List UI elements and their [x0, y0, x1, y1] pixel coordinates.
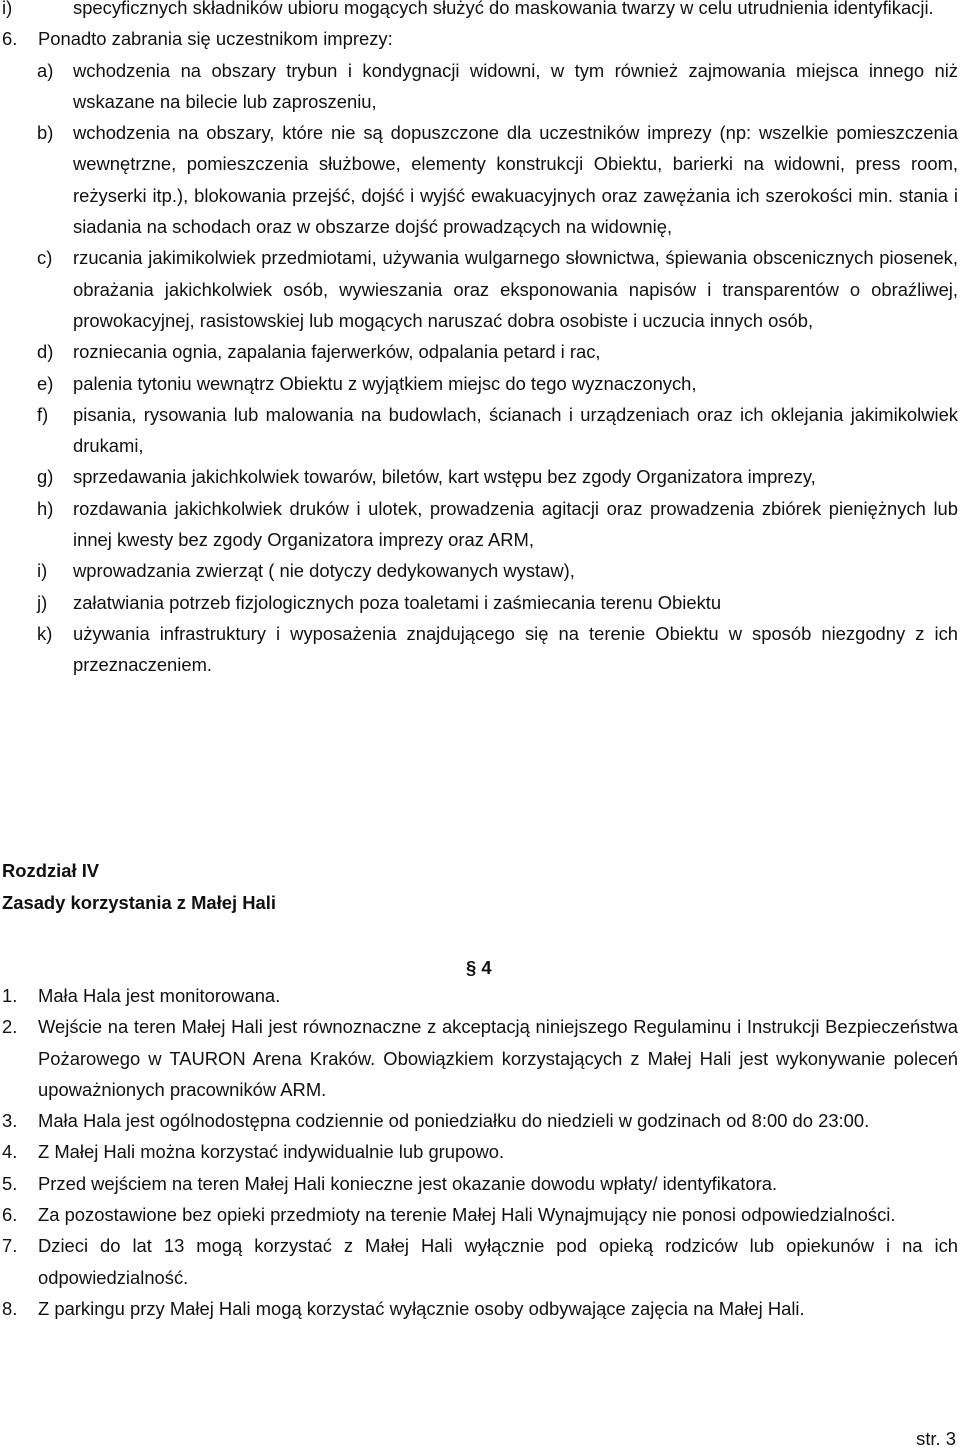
list-item: [0, 1136, 958, 1167]
list-item: [0, 587, 958, 618]
prohibitions-list: [0, 0, 958, 681]
chapter-title: Zasady korzystania z Małej Hali: [2, 892, 276, 913]
list-item: [0, 242, 958, 336]
list-marker: g): [37, 466, 54, 488]
list-item-text: Ponadto zabrania się uczestnikom imprezy:: [38, 28, 393, 50]
list-item-text: Za pozostawione bez opieki przedmioty na terenie Małej Hali Wynajmujący nie ponosi odpowiedzialności.: [38, 1204, 896, 1226]
list-item: [0, 1293, 958, 1324]
list-marker: a): [37, 59, 54, 81]
list-item-text: wchodzenia na obszary, które nie są dopuszczone dla uczestników imprezy (np: wszelkie pomieszczenia wewnętrzne, pomieszczenia służbowe, elementy konstrukcji Obiektu, barierki na widowni, press room, reżyserki itp.), blokowania przejść, dojść i wyjść ewakuacyjnych oraz zawężania ich szerokości min. stania i siadania na schodach oraz w obszarze dojść prowadzących na widownię,: [73, 122, 958, 238]
list-marker: j): [37, 591, 48, 613]
list-marker: f): [37, 403, 49, 425]
list-item-i-continued: [0, 0, 958, 23]
list-item-text: wchodzenia na obszary trybun i kondygnacji widowni, w tym również zajmowania miejsca innego niż wskazane na bilecie lub zaproszeniu,: [73, 59, 958, 112]
list-item-text: wprowadzania zwierząt ( nie dotyczy dedykowanych wystaw),: [73, 560, 575, 582]
list-item: [0, 1230, 958, 1293]
list-marker: i): [37, 560, 48, 582]
list-item: [0, 493, 958, 556]
list-marker: 3.: [2, 1110, 18, 1132]
list-marker: c): [37, 247, 53, 269]
chapter-number: Rozdział IV: [2, 860, 100, 881]
list-item: [0, 618, 958, 681]
list-item: [0, 555, 958, 586]
list-marker: 4.: [2, 1141, 18, 1163]
list-marker: k): [37, 622, 53, 644]
list-marker: 2.: [2, 1016, 18, 1038]
list-item: [0, 336, 958, 367]
list-item-text: Wejście na teren Małej Hali jest równoznaczne z akceptacją niniejszego Regulaminu i Instrukcji Bezpieczeństwa Pożarowego w TAURON Arena Kraków. Obowiązkiem korzystających z Małej Hali jest wykonywanie poleceń upoważnionych pracowników ARM.: [38, 1016, 958, 1100]
list-marker: 7.: [2, 1235, 18, 1257]
list-item-text: Mała Hala jest monitorowana.: [38, 985, 281, 1006]
list-marker: 6.: [2, 1204, 18, 1226]
list-item-text: specyficznych składników ubioru mogących służyć do maskowania twarzy w celu utrudnienia identyfikacji.: [73, 0, 934, 18]
list-item: [0, 461, 958, 492]
list-item-text: rzucania jakimikolwiek przedmiotami, używania wulgarnego słownictwa, śpiewania obscenicznych piosenek, obrażania jakichkolwiek osób, wywieszania oraz eksponowania napisów i transparentów o obraźliwej, prowokacyjnej, rasistowskiej lub mogących naruszać dobra osobiste i uczucia innych osób,: [73, 247, 958, 331]
list-item-text: rozniecania ognia, zapalania fajerwerków, odpalania petard i rac,: [73, 341, 601, 363]
list-item-text: rozdawania jakichkolwiek druków i ulotek, prowadzenia agitacji oraz prowadzenia zbiórek pieniężnych lub innej kwesty bez zgody Organizatora imprezy oraz ARM,: [73, 497, 958, 551]
section-symbol: §: [466, 957, 477, 978]
chapter-heading: [2, 855, 276, 919]
list-item: [0, 399, 958, 462]
list-item-6: [0, 23, 958, 54]
list-marker: 1.: [2, 985, 18, 1006]
list-item-text: Z parkingu przy Małej Hali mogą korzystać wyłącznie osoby odbywające zajęcia na Małej Hali.: [38, 1297, 805, 1319]
list-item-text: palenia tytoniu wewnątrz Obiektu z wyjątkiem miejsc do tego wyznaczonych,: [73, 372, 697, 394]
list-item: [0, 1168, 958, 1199]
list-item: [0, 1199, 958, 1230]
page-number: str. 3: [916, 1428, 956, 1449]
list-item-text: używania infrastruktury i wyposażenia znajdującego się na terenie Obiektu w sposób niezgodny z ich przeznaczeniem.: [73, 622, 958, 676]
list-item-text: Mała Hala jest ogólnodostępna codziennie od poniedziałku do niedzieli w godzinach od 8:00 do 23:00.: [38, 1110, 870, 1132]
list-item: [0, 980, 958, 1011]
sub-prohibitions-list: [0, 55, 958, 681]
list-item-text: Z Małej Hali można korzystać indywidualnie lub grupowo.: [38, 1141, 505, 1163]
list-item: [0, 1105, 958, 1136]
list-marker: h): [37, 497, 54, 519]
list-item-text: Dzieci do lat 13 mogą korzystać z Małej Hali wyłącznie pod opieką rodziców lub opiekunów i na ich odpowiedzialność.: [38, 1235, 958, 1288]
list-marker: b): [37, 122, 54, 144]
list-item: [0, 55, 958, 118]
list-marker: 8.: [2, 1297, 18, 1319]
list-item-text: Przed wejściem na teren Małej Hali konieczne jest okazanie dowodu wpłaty/ identyfikatora.: [38, 1172, 778, 1194]
list-marker: i): [2, 0, 13, 18]
hall-rules-list: [0, 980, 958, 1324]
list-item: [0, 117, 958, 242]
list-item-text: pisania, rysowania lub malowania na budowlach, ścianach i urządzeniach oraz ich oklejania jakimikolwiek drukami,: [73, 403, 958, 457]
list-item: [0, 1011, 958, 1105]
list-marker: 6.: [2, 28, 18, 50]
section-number: 4: [481, 957, 492, 978]
section-heading: [466, 953, 492, 983]
list-marker: 5.: [2, 1172, 18, 1194]
list-marker: e): [37, 372, 54, 394]
list-item-text: sprzedawania jakichkolwiek towarów, biletów, kart wstępu bez zgody Organizatora imprezy,: [73, 466, 816, 488]
list-item: [0, 368, 958, 399]
list-marker: d): [37, 341, 54, 363]
list-item-text: załatwiania potrzeb fizjologicznych poza toaletami i zaśmiecania terenu Obiektu: [73, 591, 722, 613]
